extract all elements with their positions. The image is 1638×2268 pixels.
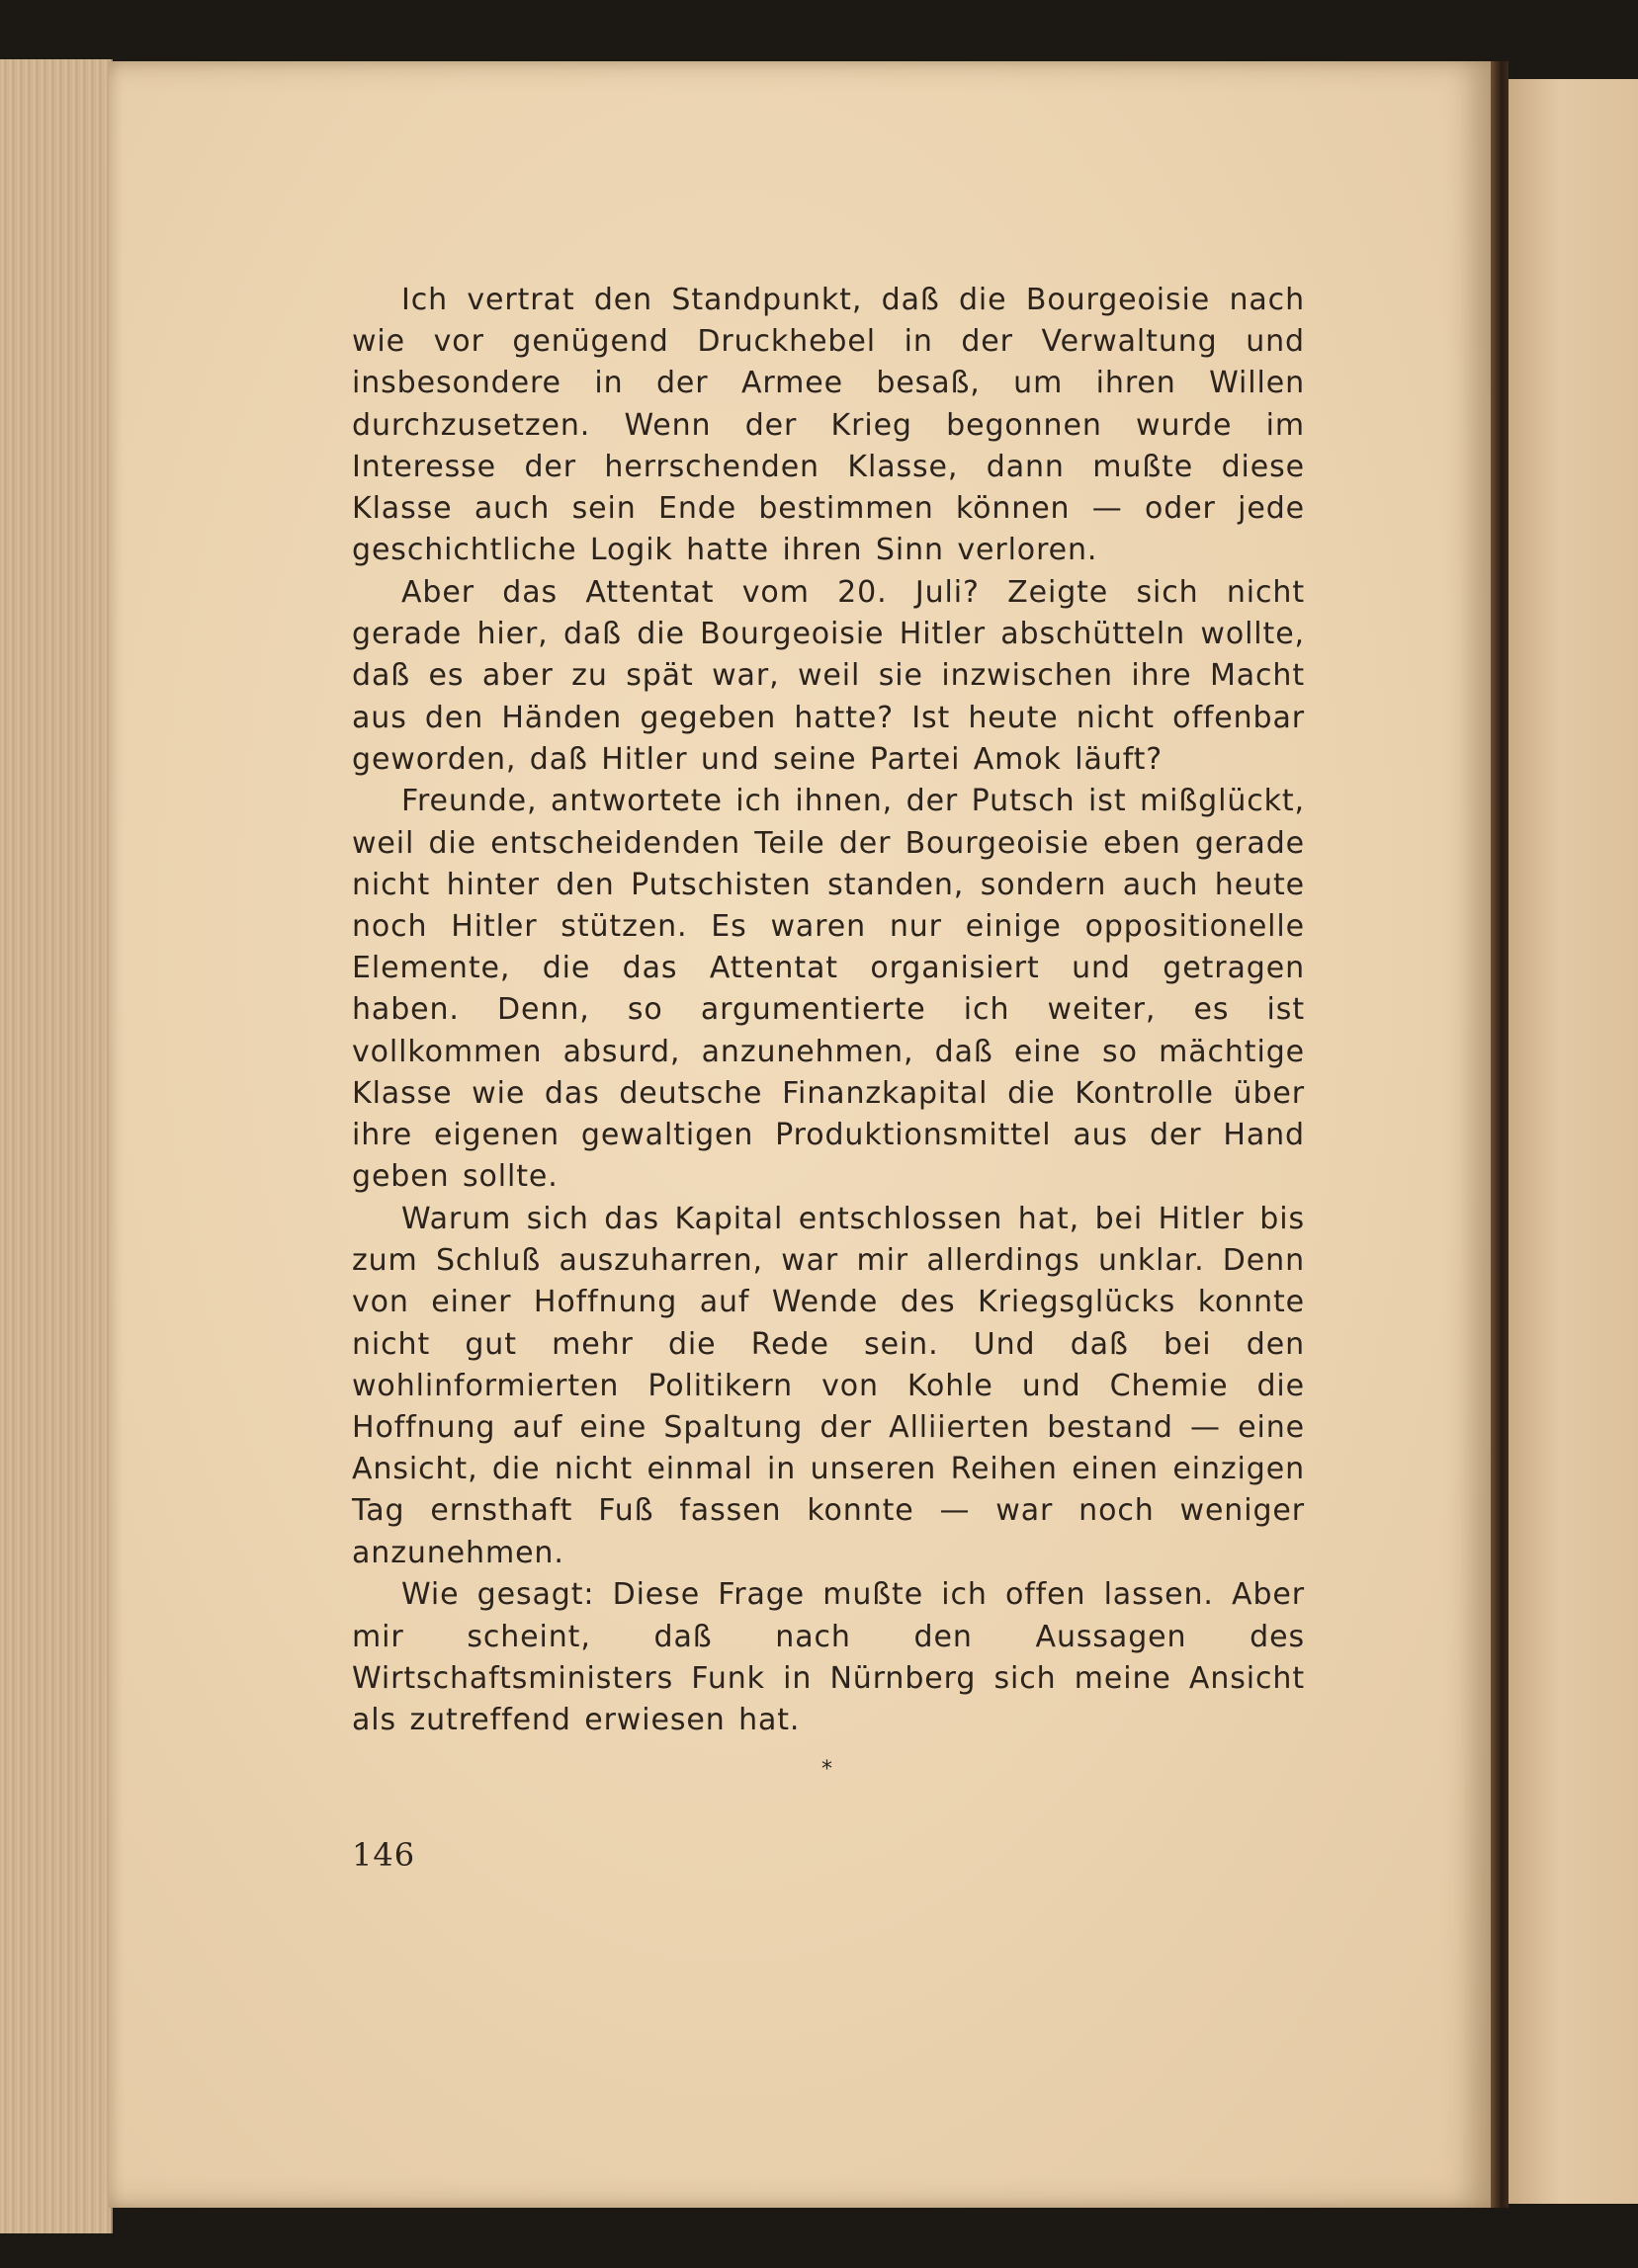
paragraph: Warum sich das Kapital entschlossen hat, bei Hitler bis zum Schluß auszuharren, war mir allerdings unklar. Denn von einer Hoffnung auf Wende des Kriegsglücks konnte nicht gut mehr die Rede sein. Und daß bei den wohlinformierten Politikern von Kohle und Chemie die Hoffnung auf eine Spaltung der Alliierten bestand — eine Ansicht, die nicht einmal in unseren Reihen einen einzigen Tag ernsthaft Fuß fassen konnte — war noch weniger anzunehmen. [352,1201,1305,1570]
paragraph: Aber das Attentat vom 20. Juli? Zeigte sich nicht gerade hier, daß die Bourgeoisie Hitler abschütteln wollte, daß es aber zu spät war, weil sie inzwischen ihre Macht aus den Händen gegeben hatte? Ist heute nicht offenbar geworden, daß Hitler und seine Partei Amok läuft? [352,574,1305,777]
facing-page-edge [1509,79,1638,2204]
paragraph: Wie gesagt: Diese Frage mußte ich offen lassen. Aber mir scheint, daß nach den Aussagen des Wirtschaftsministers Funk in Nürnberg sich meine Ansicht als zutreffend erwiesen hat. [352,1577,1305,1737]
paragraph: Freunde, antwortete ich ihnen, der Putsch ist mißglückt, weil die entscheidenden Teile der Bourgeoisie eben gerade nicht hinter den Putschisten standen, sondern auch heute noch Hitler stützen. Es waren nur einige oppositionelle Elemente, die das Attentat organisiert und getragen haben. Denn, so argumentierte ich weiter, es ist vollkommen absurd, anzunehmen, daß eine so mächtige Klasse wie das deutsche Finanzkapital die Kontrolle über ihre eigenen gewaltigen Produktionsmittel aus der Hand geben sollte. [352,784,1305,1195]
book-gutter [1491,61,1509,2208]
paragraph: Ich vertrat den Standpunkt, daß die Bourgeoisie nach wie vor genügend Druckhebel in der Verwaltung und insbesondere in der Armee besaß, um ihren Willen durchzusetzen. Wenn der Krieg begonnen wurde im Interesse der herrschenden Klasse, dann mußte diese Klasse auch sein Ende bestimmen können — oder jede geschichtliche Logik hatte ihren Sinn verloren. [352,283,1305,568]
page-number: 146 [352,1836,416,1874]
book-page-edges [0,59,113,2233]
section-break-asterisk: * [821,1757,832,1782]
body-text [352,280,1305,1742]
